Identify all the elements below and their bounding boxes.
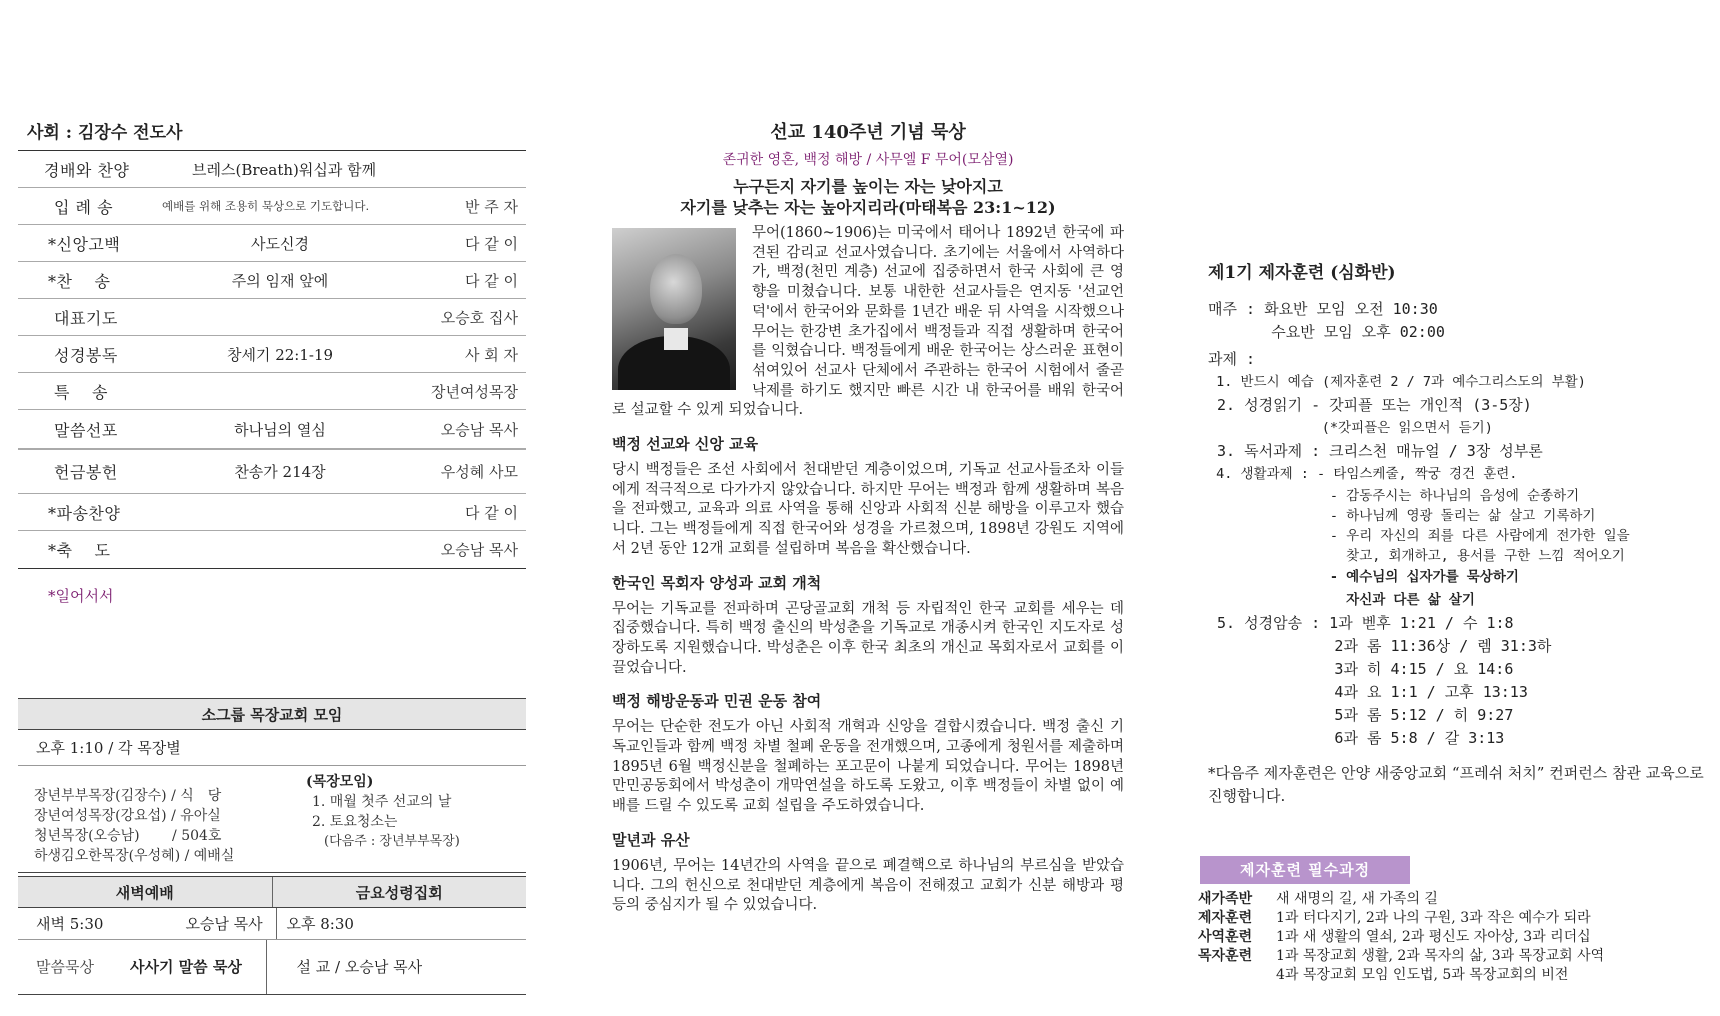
row-leader: 사 회 자 bbox=[464, 345, 518, 364]
friday-title: 금요성령집회 bbox=[272, 877, 527, 907]
row-name: 헌금봉헌 bbox=[54, 463, 118, 482]
row-name: *찬 송 bbox=[48, 271, 111, 291]
row-leader: 다 같 이 bbox=[464, 503, 518, 522]
verse-line: 자기를 낮추는 자는 높아지리라(마태복음 23:1~12) bbox=[680, 198, 1056, 217]
required-course-badge: 제자훈련 필수과정 bbox=[1200, 856, 1410, 884]
training-line: 과제 : bbox=[1208, 350, 1256, 368]
dawn-label: 말씀묵상 bbox=[36, 958, 94, 976]
course-row bbox=[1198, 928, 1708, 947]
small-group-body bbox=[18, 766, 526, 873]
section-body: 무어는 단순한 전도가 아닌 사회적 개혁과 신앙을 결합시켰습니다. 백정 출신 기독교인들과 함께 백정 차별 철폐 운동을 전개했으며, 고종에게 청원서를 제출하며 1895년 6월 백정신분을 철폐하는 포고문이 나붙게 되었습니다. 무어는 1898년 만민공동회에서 박성춘이 개막연설을 하도록 도왔고, 이후 백정들이 차별 없이 예배를 드릴 수 있도록 교회 설립을 주도하였습니다. bbox=[612, 719, 1124, 815]
row-content: 하나님의 열심 bbox=[234, 420, 326, 439]
row-content: 사도신경 bbox=[251, 234, 309, 253]
training-line: 5과 롬 5:12 / 히 9:27 bbox=[1208, 706, 1514, 724]
row-name: *파송찬양 bbox=[48, 503, 121, 523]
row-name: 입 례 송 bbox=[54, 197, 114, 217]
training-line: 3. 독서과제 : 크리스천 매뉴얼 / 3장 성부론 bbox=[1208, 442, 1543, 460]
row-name: *신앙고백 bbox=[48, 234, 121, 254]
friday-time: 오후 8:30 bbox=[276, 908, 527, 939]
training-note: *다음주 제자훈련은 안양 새중앙교회 “프레쉬 처치” 컨퍼런스 참관 교육으로 진행합니다. bbox=[1208, 764, 1704, 805]
training-line: 4과 요 1:1 / 고후 13:13 bbox=[1208, 683, 1528, 701]
dawn-time-row bbox=[18, 908, 526, 940]
course-name: 목자훈련 bbox=[1198, 948, 1253, 964]
row-content: 찬송가 214장 bbox=[234, 463, 326, 481]
course-desc: 1과 새 생활의 열쇠, 2과 평신도 자아상, 3과 리더십 bbox=[1276, 929, 1591, 945]
row-content: 주의 임재 앞에 bbox=[231, 271, 329, 290]
article-verse bbox=[612, 176, 1124, 218]
row-leader: 다 같 이 bbox=[464, 234, 518, 253]
course-row bbox=[1198, 947, 1708, 966]
dawn-friday-header bbox=[18, 876, 526, 908]
article-subtitle: 존귀한 영혼, 백정 해방 / 사무엘 F 무어(모삼열) bbox=[722, 152, 1014, 168]
dawn-time: 새벽 5:30 bbox=[36, 915, 104, 933]
training-line: - 감동주시는 하나님의 음성에 순종하기 bbox=[1208, 488, 1580, 504]
worship-row bbox=[18, 188, 526, 225]
group-item: 장년여성목장(강요섭) / 유아실 bbox=[34, 808, 221, 824]
row-leader: 오승남 목사 bbox=[440, 420, 518, 439]
required-course-list bbox=[1198, 890, 1708, 985]
worship-row bbox=[18, 299, 526, 336]
worship-row bbox=[18, 225, 526, 262]
course-desc: 4과 목장교회 모임 인도법, 5과 목장교회의 비전 bbox=[1276, 967, 1569, 983]
group-item: 장년부부목장(김장수) / 식 당 bbox=[34, 788, 222, 804]
meeting-note: (다음주 : 장년부부목장) bbox=[324, 834, 460, 849]
article-section bbox=[612, 118, 1124, 916]
missionary-portrait bbox=[612, 228, 736, 390]
section-heading: 말년과 유산 bbox=[612, 830, 690, 849]
meeting-info bbox=[306, 772, 460, 866]
training-line: 찾고, 회개하고, 용서를 구한 느낌 적어오기 bbox=[1208, 548, 1625, 564]
dawn-content-cell bbox=[18, 940, 266, 994]
dawn-content: 사사기 말씀 묵상 bbox=[129, 958, 242, 976]
small-group-list bbox=[34, 772, 306, 866]
training-line: - 우리 자신의 죄를 다른 사람에게 전가한 일을 bbox=[1208, 528, 1630, 544]
course-row bbox=[1198, 890, 1708, 909]
course-name bbox=[1198, 966, 1276, 985]
row-name: 성경봉독 bbox=[54, 345, 118, 365]
worship-order-section bbox=[18, 116, 526, 606]
section-body: 무어는 기독교를 전파하며 곤당골교회 개척 등 자립적인 한국 교회를 세우는 데 집중했습니다. 특히 백정 출신의 박성춘을 기독교로 개종시켜 한국인 지도자로 성장하도록 지원했습니다. 박성춘은 이후 한국 최초의 개신교 목회자로서 교회를 이끌었습니다. bbox=[612, 600, 1124, 676]
row-name: 말씀선포 bbox=[54, 420, 118, 440]
worship-row bbox=[18, 151, 526, 188]
row-leader: 다 같 이 bbox=[464, 271, 518, 290]
group-item: 하생김오한목장(우성혜) / 예배실 bbox=[34, 848, 235, 864]
dawn-content-row bbox=[18, 940, 526, 994]
worship-host: 사회 : 김장수 전도사 bbox=[27, 123, 183, 143]
row-leader: 우성혜 사모 bbox=[440, 463, 518, 481]
course-desc: 새 새명의 길, 새 가족의 길 bbox=[1276, 891, 1438, 907]
intro-text: 무어(1860~1906)는 미국에서 태어나 1892년 한국에 파견된 감리교 선교사였습니다. 초기에는 서울에서 사역하다가, 백정(천민 계층) 선교에 집중하면서 한국 사회에 큰 영향을 미쳤습니다. 보통 내한한 선교사들은 연지동 '선교언덕'에서 한국어와 문화를 1년간 배운 뒤 사역을 시작했으나 무어는 한강변 초가집에서 백정들과 직접 생활하며 한국어를 익혔습니다. 백정들에게 배운 한국어는 상스러운 표현이 섞여있어 선교사 단체에서 주관하는 한국어 시험에서 줄곧 낙제를 하기도 했지만 빠른 시간 내 한국어를 배워 한국어로 설교할 수 있게 되었습니다. bbox=[612, 225, 1124, 419]
row-name: 경배와 찬양 bbox=[44, 160, 130, 180]
row-leader: 장년여성목장 bbox=[431, 382, 518, 401]
training-line: 1. 반드시 예습 (제자훈련 2 / 7과 예수그리스도의 부활) bbox=[1208, 374, 1586, 390]
meeting-title: (목장모임) bbox=[306, 774, 374, 790]
row-name: *축 도 bbox=[48, 541, 111, 560]
meeting-item: 2. 토요청소는 bbox=[312, 814, 398, 830]
row-leader: 반 주 자 bbox=[464, 197, 518, 216]
row-content: 브레스(Breath)워십과 함께 bbox=[192, 160, 377, 179]
group-item: 청년목장(오승남) / 504호 bbox=[34, 828, 222, 844]
course-name: 제자훈련 bbox=[1198, 910, 1253, 926]
training-title: 제1기 제자훈련 (심화반) bbox=[1208, 263, 1396, 283]
training-section bbox=[1208, 258, 1713, 808]
course-desc: 1과 터다지기, 2과 나의 구원, 3과 작은 예수가 되라 bbox=[1276, 910, 1591, 926]
training-line: 매주 : 화요반 모임 오전 10:30 bbox=[1208, 300, 1438, 318]
worship-row bbox=[18, 450, 526, 494]
course-desc: 1과 목장교회 생활, 2과 목자의 삶, 3과 목장교회 사역 bbox=[1276, 948, 1605, 964]
training-line: 수요반 모임 오후 02:00 bbox=[1208, 323, 1445, 341]
dawn-title: 새벽예배 bbox=[115, 884, 174, 902]
row-name: 특 송 bbox=[54, 382, 108, 402]
training-line: (*갓피플은 읽으면서 듣기) bbox=[1208, 420, 1493, 436]
course-name: 사역훈련 bbox=[1198, 929, 1253, 945]
standup-note: *일어서서 bbox=[48, 587, 114, 605]
training-line: 5. 성경암송 : 1과 벧후 1:21 / 수 1:8 bbox=[1208, 614, 1514, 632]
row-leader: 오승호 집사 bbox=[440, 308, 518, 327]
training-line: - 하나님께 영광 돌리는 삶 살고 기록하기 bbox=[1208, 508, 1596, 524]
required-course-section bbox=[1198, 856, 1708, 985]
meeting-item: 1. 매월 첫주 선교의 날 bbox=[312, 794, 452, 810]
course-name: 새가족반 bbox=[1198, 891, 1253, 907]
worship-row bbox=[18, 336, 526, 373]
article-title: 선교 140주년 기념 묵상 bbox=[770, 122, 966, 143]
section-heading: 한국인 목회자 양성과 교회 개척 bbox=[612, 573, 822, 592]
verse-line: 누구든지 자기를 높이는 자는 낮아지고 bbox=[733, 177, 1003, 196]
row-leader: 오승남 목사 bbox=[440, 541, 518, 559]
small-group-time: 오후 1:10 / 각 목장별 bbox=[18, 730, 526, 766]
course-row bbox=[1198, 966, 1708, 985]
dawn-time-cell bbox=[18, 908, 276, 939]
row-content: 창세기 22:1-19 bbox=[226, 345, 334, 364]
friday-content: 설 교 / 오승남 목사 bbox=[266, 940, 527, 994]
training-line: 2과 롬 11:36상 / 렘 31:3하 bbox=[1208, 637, 1552, 655]
training-line: 3과 히 4:15 / 요 14:6 bbox=[1208, 660, 1514, 678]
section-heading: 백정 선교와 신앙 교육 bbox=[612, 435, 759, 454]
section-body: 1906년, 무어는 14년간의 사역을 끝으로 폐결핵으로 하나님의 부르심을 받았습니다. 그의 헌신으로 천대받던 계층에게 복음이 전해졌고 교회가 신분 해방과 평등의 중심지가 될 수 있었습니다. bbox=[612, 857, 1124, 914]
dawn-leader: 오승남 목사 bbox=[185, 915, 263, 933]
training-line: - 예수님의 십자가를 묵상하기 bbox=[1208, 569, 1519, 585]
worship-row bbox=[18, 531, 526, 568]
training-line: 4. 생활과제 : - 타임스케줄, 짝궁 경건 훈련. bbox=[1208, 466, 1518, 482]
training-line: 6과 롬 5:8 / 갈 3:13 bbox=[1208, 729, 1505, 747]
worship-row bbox=[18, 262, 526, 299]
section-heading: 백정 해방운동과 민권 운동 참여 bbox=[612, 692, 822, 711]
article-intro bbox=[612, 224, 1124, 421]
training-line: 2. 성경읽기 - 갓피플 또는 개인적 (3-5장) bbox=[1208, 396, 1532, 414]
row-content: 예배를 위해 조용히 묵상으로 기도합니다. bbox=[162, 199, 370, 213]
course-row bbox=[1198, 909, 1708, 928]
worship-order-table bbox=[18, 150, 526, 569]
section-body: 당시 백정들은 조선 사회에서 천대받던 계층이었으며, 기독교 선교사들조차 이들에게 적극적으로 다가가지 않았습니다. 하지만 무어는 백정과 함께 생활하며 복음을 전파했고, 교육과 의료 사역을 통해 신앙과 사회적 신분 해방을 이루고자 했습니다. 그는 백정들에게 직접 한국어와 성경을 가르쳤으며, 1898년 강원도 지역에서 2년 동안 12개 교회를 설립하며 복음을 확산했습니다. bbox=[612, 462, 1124, 557]
worship-row bbox=[18, 373, 526, 410]
small-group-section bbox=[18, 698, 526, 873]
small-group-title: 소그룹 목장교회 모임 bbox=[18, 698, 526, 730]
row-name: 대표기도 bbox=[54, 308, 118, 328]
worship-row bbox=[18, 410, 526, 450]
worship-row bbox=[18, 494, 526, 531]
dawn-friday-section bbox=[18, 876, 526, 995]
training-line: 자신과 다른 삶 살기 bbox=[1208, 592, 1475, 608]
